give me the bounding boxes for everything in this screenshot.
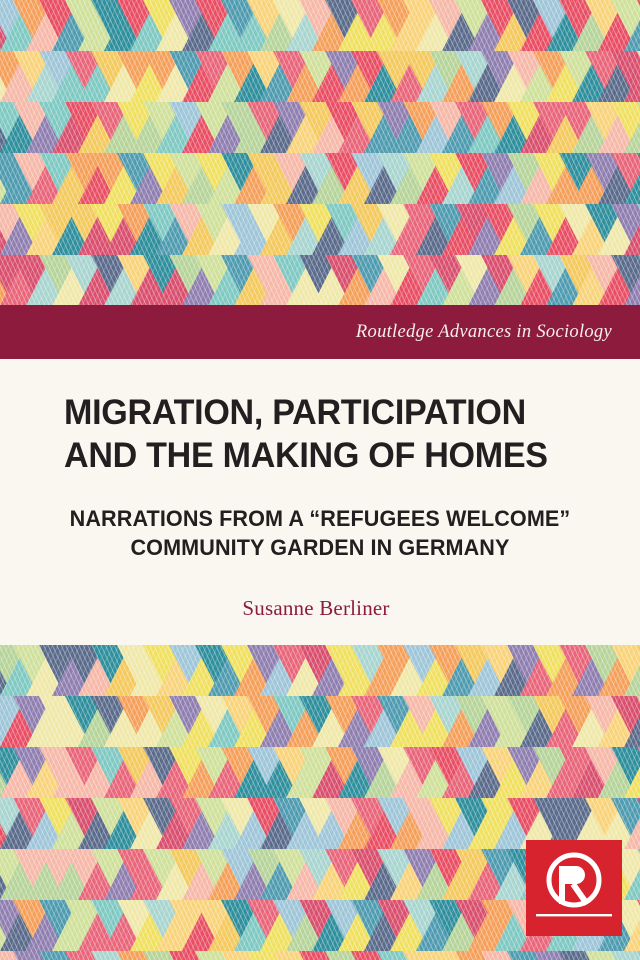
series-band — [0, 305, 640, 359]
subtitle-line-2: COMMUNITY GARDEN IN GERMANY — [130, 534, 510, 560]
subtitle-line-1: NARRATIONS FROM A “REFUGEES WELCOME” — [69, 505, 571, 531]
triangle-row — [0, 255, 640, 305]
title-line-1: MIGRATION, PARTICIPATION — [64, 392, 526, 432]
triangle-row — [0, 102, 640, 153]
triangle-row — [0, 645, 640, 696]
title-block — [0, 359, 640, 645]
cover-artwork-top — [0, 0, 640, 305]
title-line-2: AND THE MAKING OF HOMES — [64, 435, 548, 476]
triangle-row — [0, 747, 640, 798]
series-title: Routledge Advances in Sociology — [355, 321, 612, 342]
author-name: Susanne Berliner — [242, 596, 390, 621]
triangle-row — [0, 951, 640, 960]
triangle-rows-top — [0, 0, 640, 305]
triangle-row — [0, 696, 640, 747]
triangle-row — [0, 204, 640, 255]
routledge-logo — [526, 840, 622, 936]
page-title — [64, 391, 561, 478]
triangle-row — [0, 51, 640, 102]
triangle-row — [0, 0, 640, 51]
triangle-row — [0, 153, 640, 204]
subtitle — [68, 504, 571, 563]
